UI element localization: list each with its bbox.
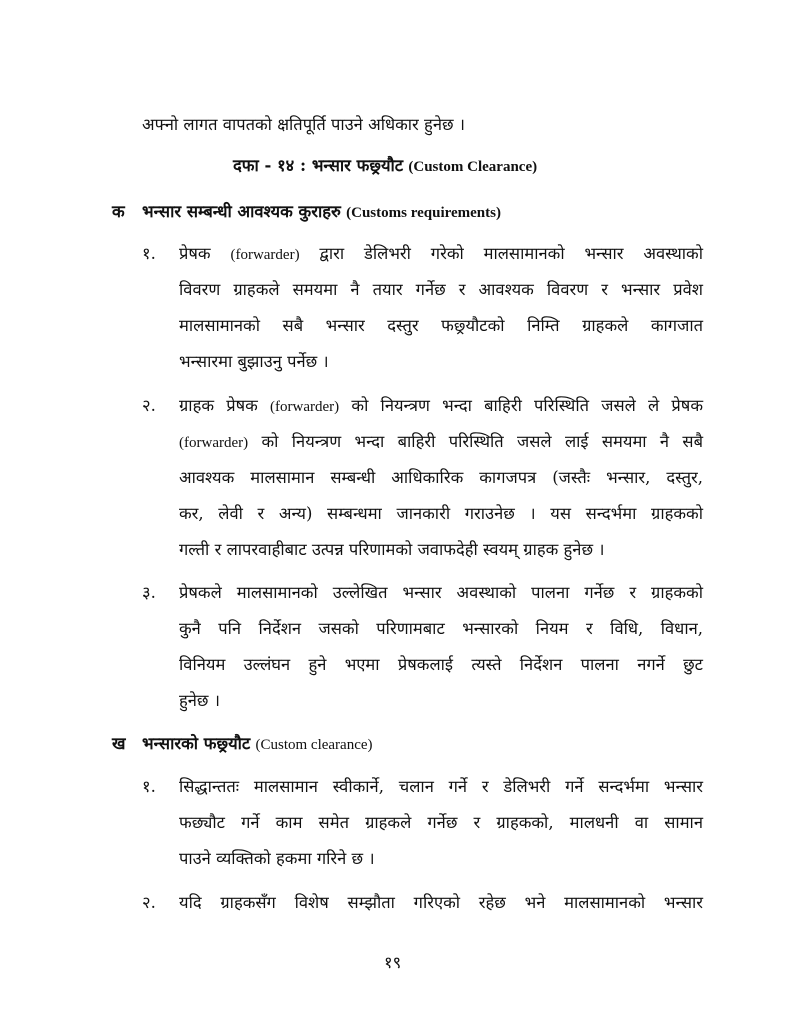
paragraph-line: प्रेषक (forwarder) द्वारा डेलिभरी गरेको मालसामानको भन्सार अवस्थाको — [179, 244, 703, 263]
paragraph-line: (forwarder) को नियन्त्रण भन्दा बाहिरी परिस्थिति जसले लाई समयमा नै सबै — [179, 432, 704, 451]
section-heading — [233, 155, 537, 178]
section-heading-np: दफा - १४ : भन्सार फछ्र्यौट — [233, 156, 404, 175]
paragraph-line: यदि ग्राहकसँग विशेष सम्झौता गरिएको रहेछ भने मालसामानको भन्सार — [179, 893, 703, 912]
paragraph-line: सिद्धान्ततः मालसामान स्वीकार्ने, चलान गर्ने र डेलिभरी गर्ने सन्दर्भमा भन्सार — [179, 777, 703, 796]
part-kha-marker: ख — [112, 734, 126, 753]
paragraph-line: कुनै पनि निर्देशन जसको परिणामबाट भन्सारको नियम र विधि, विधान, — [179, 619, 703, 638]
part-kha-title — [142, 733, 373, 756]
part-kha-title-en: (Custom clearance) — [255, 737, 373, 753]
paragraph-line: फछ्यौट गर्ने काम समेत ग्राहकले गर्नेछ र ग्राहकको, मालधनी वा सामान — [179, 813, 703, 832]
paragraph-line: विनियम उल्लंघन हुने भएमा प्रेषकलाई त्यस्ते निर्देशन पालना नगर्ने छुट — [179, 655, 703, 674]
part-kha-title-np: भन्सारको फछ्र्यौट — [142, 734, 251, 753]
paragraph-line: कर, लेवी र अन्य) सम्बन्धमा जानकारी गराउनेछ । यस सन्दर्भमा ग्राहकको — [179, 504, 703, 523]
paragraph-line: मालसामानको सबै भन्सार दस्तुर फछ्र्यौटको निम्ति ग्राहकले कागजात — [179, 316, 703, 335]
page-number: १९ — [384, 953, 402, 972]
part-ka-title — [142, 201, 501, 224]
item-number: १. — [142, 244, 156, 263]
paragraph-line: हुनेछ । — [179, 691, 220, 710]
item-number: १. — [142, 777, 156, 796]
paragraph-line: भन्सारमा बुझाउनु पर्नेछ । — [179, 352, 329, 371]
item-number: २. — [142, 396, 156, 415]
paragraph-line: प्रेषकले मालसामानको उल्लेखित भन्सार अवस्थाको पालना गर्नेछ र ग्राहकको — [179, 583, 703, 602]
paragraph-line: ग्राहक प्रेषक (forwarder) को नियन्त्रण भन्दा बाहिरी परिस्थिति जसले ले प्रेषक — [179, 396, 704, 415]
item-number: २. — [142, 893, 156, 912]
intro-line: अफ्नो लागत वापतको क्षतिपूर्ति पाउने अधिकार हुनेछ । — [142, 115, 466, 134]
part-ka-marker: क — [112, 202, 125, 221]
paragraph-line: विवरण ग्राहकले समयमा नै तयार गर्नेछ र आवश्यक विवरण र भन्सार प्रवेश — [179, 280, 703, 299]
item-number: ३. — [142, 583, 156, 602]
part-ka-title-np: भन्सार सम्बन्धी आवश्यक कुराहरु — [142, 202, 341, 221]
section-heading-en: (Custom Clearance) — [408, 159, 538, 175]
paragraph-line: पाउने व्यक्तिको हकमा गरिने छ । — [179, 849, 375, 868]
paragraph-line: गल्ती र लापरवाहीबाट उत्पन्न परिणामको जवाफदेही स्वयम् ग्राहक हुनेछ । — [179, 540, 605, 559]
part-ka-title-en: (Customs requirements) — [346, 205, 501, 221]
paragraph-line: आवश्यक मालसामान सम्बन्धी आधिकारिक कागजपत्र (जस्तैः भन्सार, दस्तुर, — [179, 468, 703, 487]
